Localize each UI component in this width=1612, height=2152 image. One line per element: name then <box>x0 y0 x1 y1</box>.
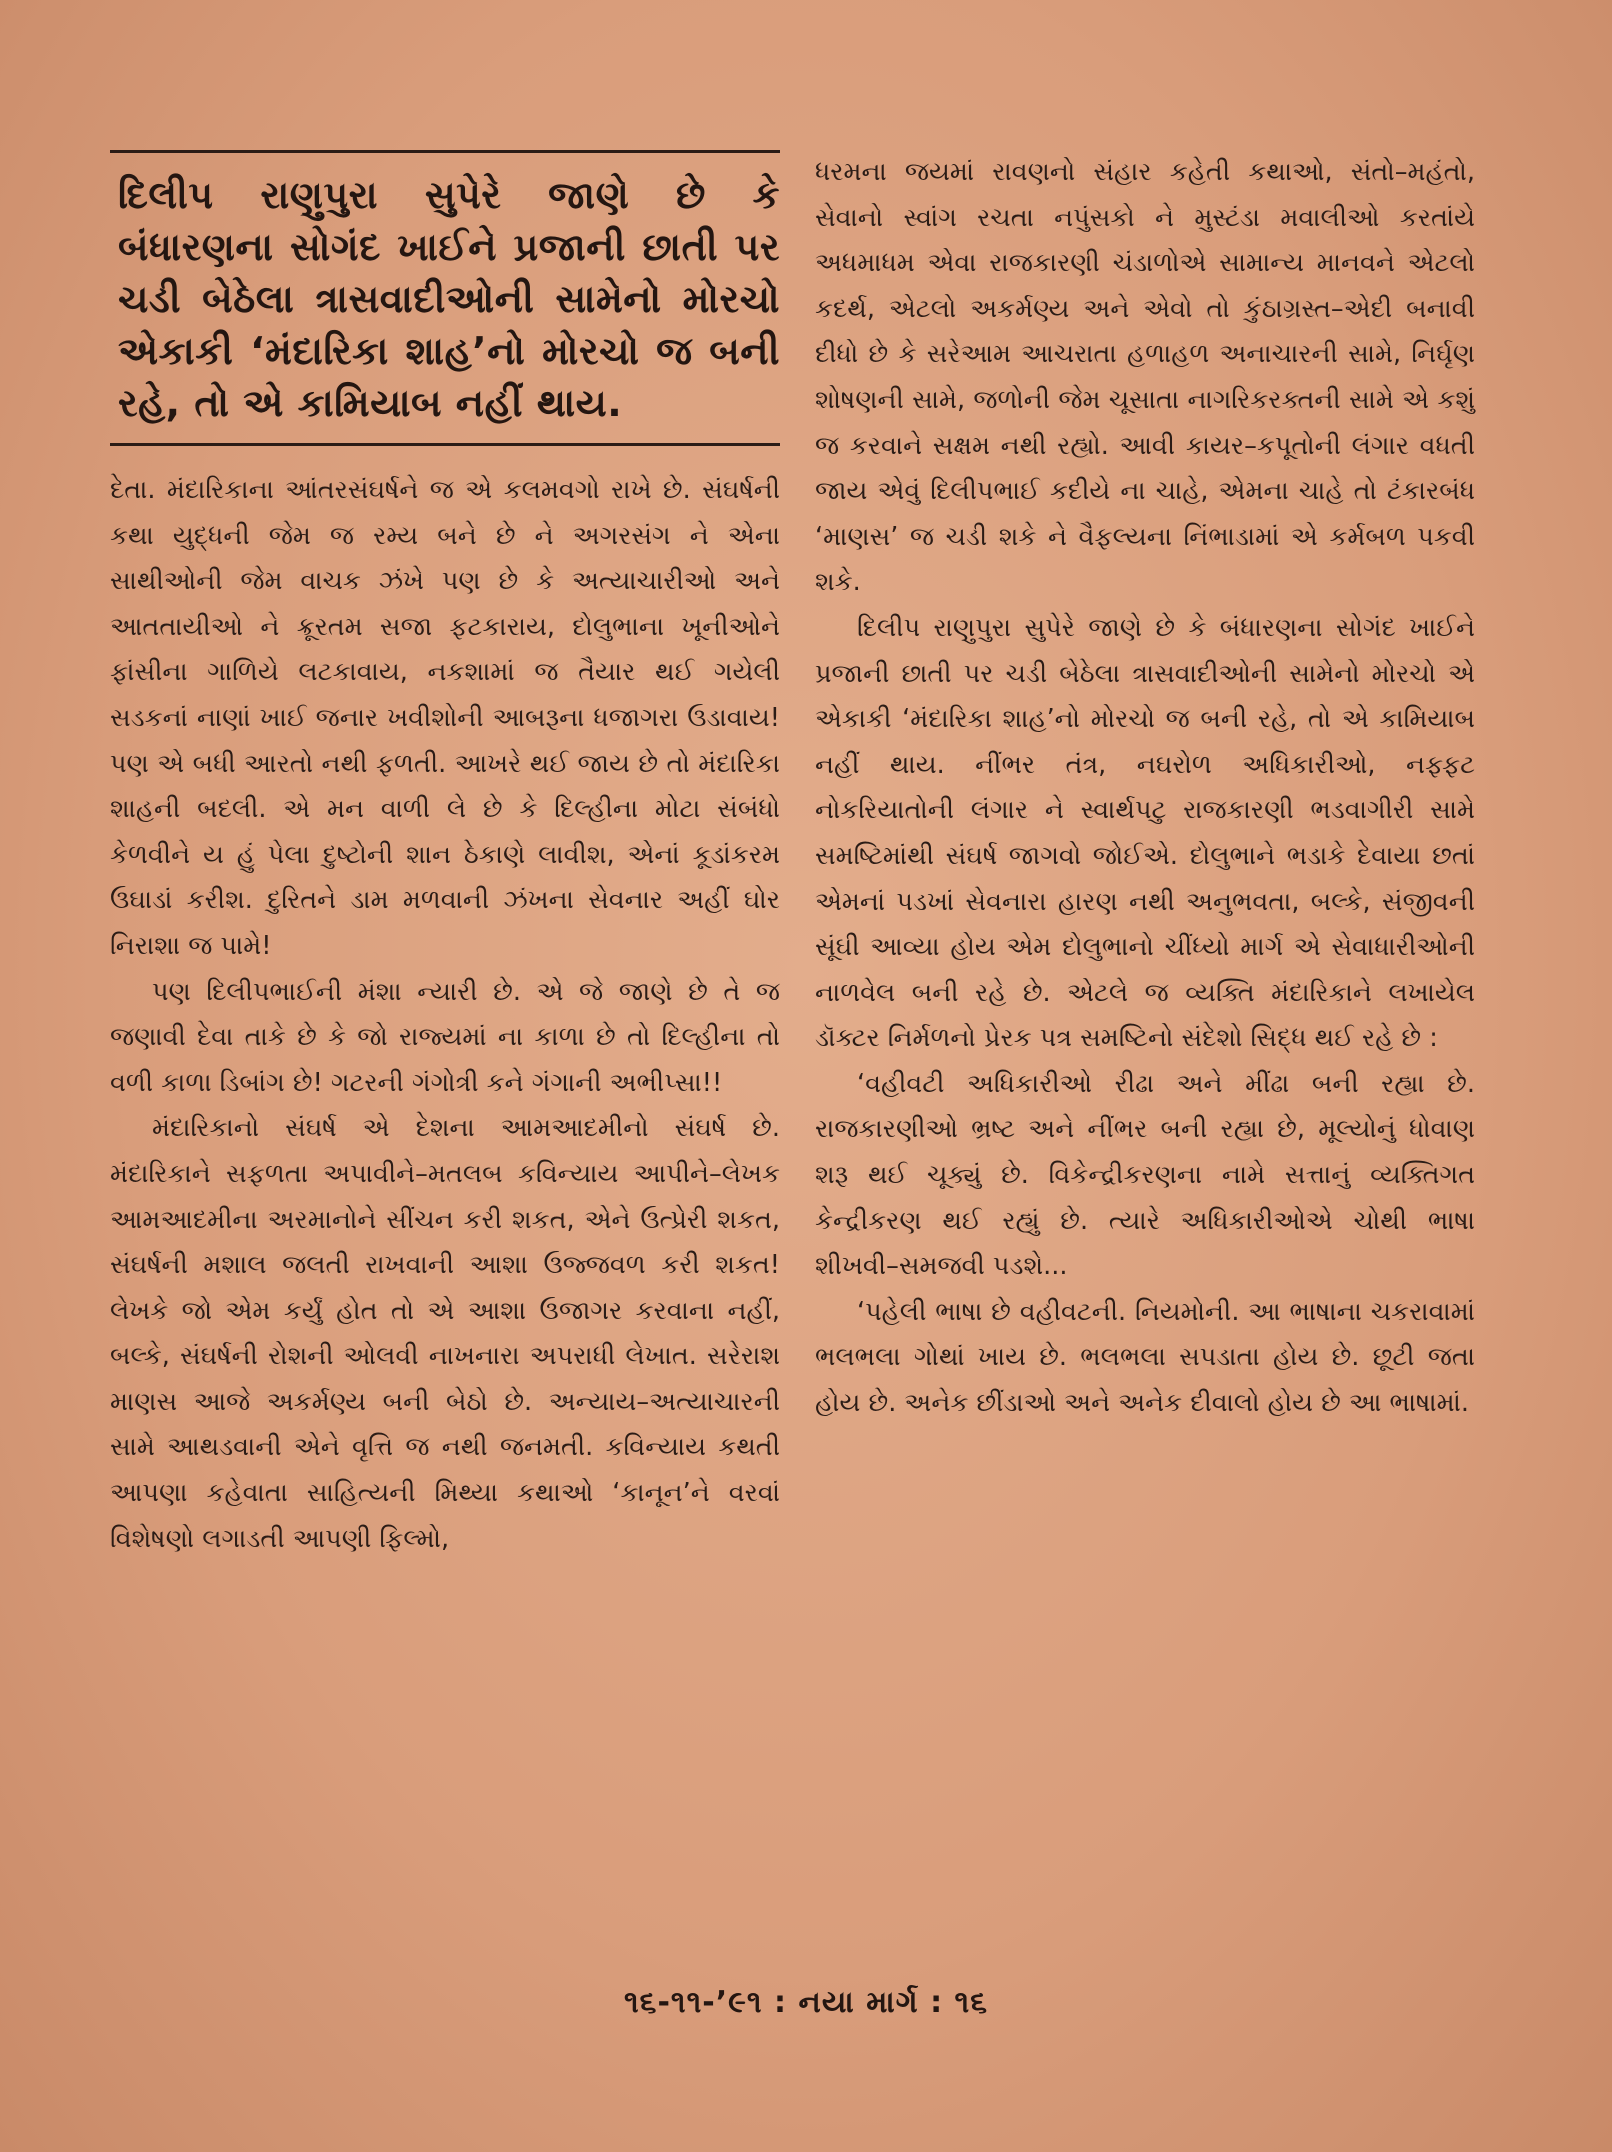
page-footer: ૧૬-૧૧-’૯૧ : નયા માર્ગ : ૧૬ <box>623 1985 989 2020</box>
paragraph: ધરમના જયમાં રાવણનો સંહાર કહેતી કથાઓ, સંતો–મહંતો, સેવાનો સ્વાંગ રચતા નપુંસકો ને મુસ્ટંડા મવાલીઓ કરતાંયે અધમાધમ એવા રાજકારણી ચંડાળોએ સામાન્ય માનવને એટલો કદર્થ, એટલો અકર્મણ્ય અને એવો તો કુંઠાગ્રસ્ત–એદી બનાવી દીધો છે કે સરેઆમ આચરાતા હળાહળ અનાચારની સામે, નિર્ઘૃણ શોષણની સામે, જળોની જેમ ચૂસાતા નાગરિકરક્તની સામે એ કશું જ કરવાને સક્ષમ નથી રહ્યો. આવી કાયર–કપૂતોની લંગાર વધતી જાય એવું દિલીપભાઈ કદીયે ના ચાહે, એમના ચાહે તો ટંકારબંધ ‘માણસ’ જ ચડી શકે ને વૈફલ્યના નિંભાડામાં એ કર્મબળ પકવી શકે. <box>815 157 1475 598</box>
pullquote-bottom-rule <box>110 443 780 446</box>
pullquote: દિલીપ રાણુપુરા સુપેરે જાણે છે કે બંધારણના સોગંદ ખાઈને પ્રજાની છાતી પર ચડી બેઠેલા ત્રાસવાદીઓની સામેનો મોરચો એકાકી ‘મંદારિકા શાહ’નો મોરચો જ બની રહે, તો એ કામિયાબ નહીં થાય. <box>118 173 780 425</box>
paragraph: દેતા. મંદારિકાના આંતરસંઘર્ષને જ એ કલમવગો રાખે છે. સંઘર્ષની કથા યુદ્ધની જેમ જ રમ્ય બને છે ને અગરસંગ ને એના સાથીઓની જેમ વાચક ઝંખે પણ છે કે અત્યાચારીઓ અને આતતાયીઓ ને ક્રૂરતમ સજા ફટકારાય, દોલુભાના ખૂનીઓને ફાંસીના ગાળિયે લટકાવાય, નકશામાં જ તૈયાર થઈ ગયેલી સડકનાં નાણાં ખાઈ જનાર ખવીશોની આબરૂના ધજાગરા ઉડાવાય! પણ એ બધી આરતો નથી ફળતી. આખરે થઈ જાય છે તો મંદારિકા શાહની બદલી. એ મન વાળી લે છે કે દિલ્હીના મોટા સંબંધો કેળવીને ય હું પેલા દુષ્ટોની શાન ઠેકાણે લાવીશ, એનાં કૂડાંકરમ ઉઘાડાં કરીશ. દુરિતને ડામ મળવાની ઝંખના સેવનાર અહીં ઘોર નિરાશા જ પામે! <box>110 475 780 961</box>
right-column <box>815 150 1475 1427</box>
left-column <box>110 150 780 1562</box>
pullquote-top-rule <box>110 150 780 153</box>
paragraph: પણ દિલીપભાઈની મંશા ન્યારી છે. એ જે જાણે છે તે જ જણાવી દેવા તાકે છે કે જો રાજ્યમાં ના કાળા છે તો દિલ્હીના તો વળી કાળા ડિબાંગ છે! ગટરની ગંગોત્રી કને ગંગાની અભીપ્સા!! <box>110 976 780 1098</box>
paragraph: દિલીપ રાણુપુરા સુપેરે જાણે છે કે બંધારણના સોગંદ ખાઈને પ્રજાની છાતી પર ચડી બેઠેલા ત્રાસવાદીઓની સામેનો મોરચો એ એકાકી ‘મંદારિકા શાહ’નો મોરચો જ બની રહે, તો એ કામિયાબ નહીં થાય. નીંભર તંત્ર, નઘરોળ અધિકારીઓ, નફ્ફટ નોકરિયાતોની લંગાર ને સ્વાર્થપટુ રાજકારણી ભડવાગીરી સામે સમષ્ટિમાંથી સંઘર્ષ જાગવો જોઈએ. દોલુભાને ભડાકે દેવાયા છતાં એમનાં પડખાં સેવનારા હારણ નથી અનુભવતા, બલ્કે, સંજીવની સૂંઘી આવ્યા હોય એમ દોલુભાનો ચીંધ્યો માર્ગ એ સેવાધારીઓની નાળવેલ બની રહે છે. એટલે જ વ્યક્તિ મંદારિકાને લખાયેલ ડૉક્ટર નિર્મળનો પ્રેરક પત્ર સમષ્ટિનો સંદેશો સિદ્ધ થઈ રહે છે : <box>815 612 1475 1054</box>
paragraph: ‘પહેલી ભાષા છે વહીવટની. નિયમોની. આ ભાષાના ચકરાવામાં ભલભલા ગોથાં ખાય છે. ભલભલા સપડાતા હોય છે. છૂટી જતા હોય છે. અનેક છીંડાઓ અને અનેક દીવાલો હોય છે આ ભાષામાં. <box>815 1296 1475 1419</box>
paragraph: મંદારિકાનો સંઘર્ષ એ દેશના આમઆદમીનો સંઘર્ષ છે. મંદારિકાને સફળતા અપાવીને–મતલબ કવિન્યાય આપીને–લેખક આમઆદમીના અરમાનોને સીંચન કરી શકત, એને ઉત્પ્રેરી શકત, સંઘર્ષની મશાલ જલતી રાખવાની આશા ઉજ્જવળ કરી શકત! લેખકે જો એમ કર્યું હોત તો એ આશા ઉજાગર કરવાના નહીં, બલ્કે, સંઘર્ષની રોશની ઓલવી નાખનારા અપરાધી લેખાત. સરેરાશ માણસ આજે અકર્મણ્ય બની બેઠો છે. અન્યાય–અત્યાચારની સામે આથડવાની એને વૃત્તિ જ નથી જનમતી. કવિન્યાય કથતી આપણા કહેવાતા સાહિત્યની મિથ્યા કથાઓ ‘કાનૂન’ને વરવાં વિશેષણો લગાડતી આપણી ફિલ્મો, <box>110 1113 780 1554</box>
paragraph: ‘વહીવટી અધિકારીઓ રીઢા અને મીંઢા બની રહ્યા છે. રાજકારણીઓ ભ્રષ્ટ અને નીંભર બની રહ્યા છે, મૂલ્યોનું ધોવાણ શરૂ થઈ ચૂક્યું છે. વિકેન્દ્રીકરણના નામે સત્તાનું વ્યક્તિગત કેન્દ્રીકરણ થઈ રહ્યું છે. ત્યારે અધિકારીઓએ ચોથી ભાષા શીખવી–સમજવી પડશે... <box>815 1068 1475 1282</box>
